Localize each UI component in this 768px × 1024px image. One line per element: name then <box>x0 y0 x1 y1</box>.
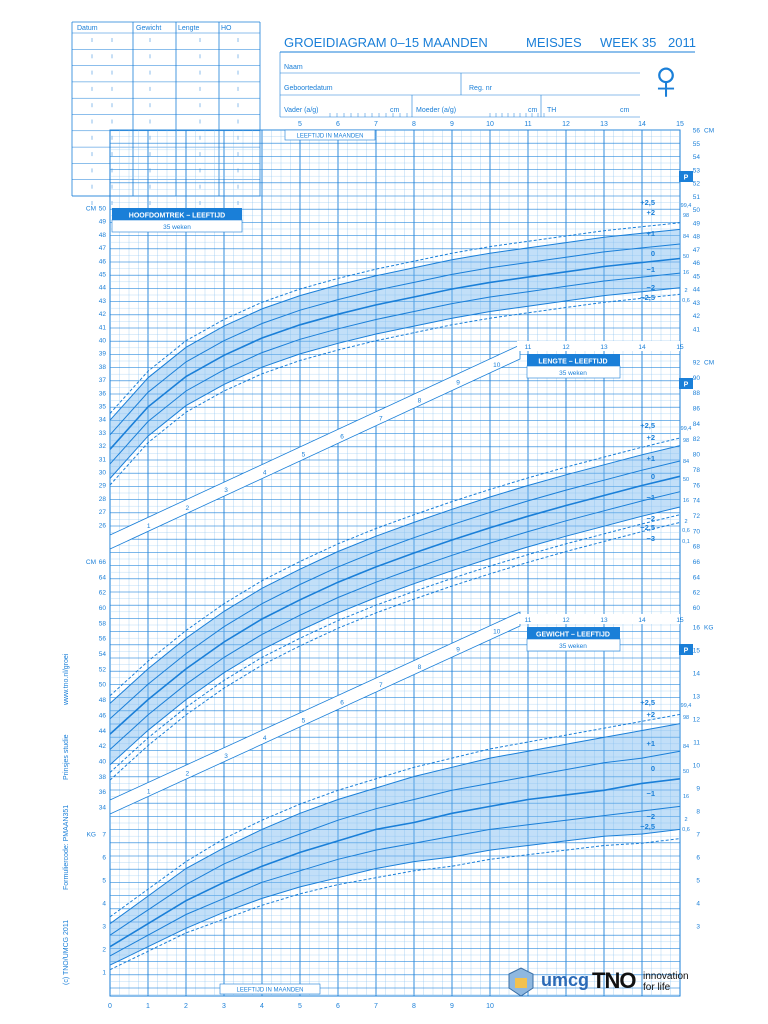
field-regnr[interactable]: Reg. nr <box>469 85 492 92</box>
hc-ytick-l-31: 31 <box>98 456 106 464</box>
x-tick-bottom-6: 6 <box>336 1003 340 1010</box>
len-ytick-l-50: 50 <box>98 681 106 689</box>
xlabel-top: LEEFTIJD IN MAANDEN <box>296 133 364 140</box>
hc-ytick-l-35: 35 <box>98 403 106 411</box>
wt-sd-1: +2 <box>646 710 655 719</box>
len-pct-4: 16 <box>682 498 690 504</box>
len-pct-0: 99,4 <box>680 426 692 432</box>
len-sd-4: −1 <box>646 493 655 502</box>
hc-ytick-r-44: 44 <box>692 286 700 294</box>
wt-ylabel-r: KG <box>704 624 714 632</box>
weight-month-header-13: 13 <box>600 617 608 624</box>
len-ytick-l-40: 40 <box>98 758 106 766</box>
side-url: www.tno.nl/groei <box>63 653 70 705</box>
length-month-strip-tick-1: 1 <box>146 523 151 531</box>
wt-ytick-l-6: 6 <box>102 854 106 862</box>
len-ytick-r-84: 84 <box>692 420 700 428</box>
hc-sd-0: +2,5 <box>640 198 655 207</box>
len-ytick-r-60: 60 <box>692 605 700 613</box>
umcg-logo-text: umcg <box>541 970 590 990</box>
len-ytick-l-58: 58 <box>98 620 106 628</box>
length-month-strip-tick-8: 8 <box>417 397 422 405</box>
hc-ytick-r-50: 50 <box>692 207 700 214</box>
x-tick-top-13: 13 <box>600 121 608 128</box>
len-ytick-l-38: 38 <box>98 773 106 781</box>
field-th[interactable]: TH <box>547 107 557 114</box>
len-ytick-l-54: 54 <box>98 651 106 659</box>
x-tick-top-11: 11 <box>524 121 532 128</box>
x-tick-bottom-4: 4 <box>260 1003 264 1010</box>
field-naam[interactable]: Naam <box>284 64 303 71</box>
field-moeder-unit: cm <box>528 107 538 114</box>
len-pct-3: 50 <box>682 477 690 483</box>
hc-sd-2: +1 <box>646 229 655 238</box>
len-ytick-r-70: 70 <box>692 528 700 536</box>
weight-month-header-14: 14 <box>638 617 646 624</box>
hc-ytick-l-44: 44 <box>98 284 106 292</box>
wt-ytick-r-16: 16 <box>692 624 700 632</box>
hc-p-label: P <box>683 174 689 182</box>
wt-pct-4: 16 <box>682 794 690 800</box>
len-ytick-l-42: 42 <box>98 743 106 751</box>
wt-sd-5: −2 <box>646 812 655 821</box>
len-sd-2: +1 <box>646 454 655 463</box>
len-sd-5: −2 <box>646 514 655 523</box>
hc-ytick-l-45: 45 <box>98 271 106 279</box>
hc-ylabel-l: CM <box>85 205 96 213</box>
x-tick-top-15: 15 <box>676 121 684 128</box>
length-month-strip-tick-3: 3 <box>224 487 228 495</box>
len-ytick-r-88: 88 <box>692 390 700 398</box>
wt-ytick-l-7: 7 <box>102 831 106 839</box>
hc-ytick-r-51: 51 <box>692 193 700 201</box>
hc-pct-6: 0,6 <box>682 298 690 304</box>
len-ytick-r-64: 64 <box>692 574 700 582</box>
len-ytick-r-82: 82 <box>692 436 700 444</box>
hc-ytick-r-52: 52 <box>692 180 700 188</box>
side-code: Formuliercode: PMAAN351 <box>63 804 70 890</box>
len-ylabel-l: CM <box>85 558 96 566</box>
len-ytick-l-52: 52 <box>98 666 106 674</box>
hc-sd-1: +2 <box>646 208 655 217</box>
x-tick-bottom-8: 8 <box>412 1003 416 1010</box>
len-ytick-l-36: 36 <box>98 789 106 797</box>
weight-month-strip-tick-8: 8 <box>417 664 422 672</box>
field-vader[interactable]: Vader (a/g) <box>284 107 319 114</box>
hc-ytick-r-41: 41 <box>692 326 700 334</box>
hc-ytick-l-42: 42 <box>98 311 106 319</box>
len-ytick-r-90: 90 <box>692 374 700 382</box>
hc-ytick-r-56: 56 <box>692 127 700 135</box>
wt-ylabel-l: KG <box>86 831 96 839</box>
wt-ytick-l-5: 5 <box>102 877 106 885</box>
len-ytick-l-44: 44 <box>98 727 106 735</box>
wt-pct-0: 99,4 <box>680 703 692 709</box>
field-vader-unit: cm <box>390 107 400 114</box>
weight-month-strip-tick-6: 6 <box>340 699 344 707</box>
wt-ytick-r-13: 13 <box>692 693 700 701</box>
x-tick-top-12: 12 <box>562 121 570 128</box>
len-p-label: P <box>683 381 689 389</box>
len-pct-1: 98 <box>682 438 690 444</box>
wt-p-label: P <box>683 647 689 655</box>
wt-ytick-l-4: 4 <box>102 900 106 908</box>
wt-sd-3: 0 <box>650 764 655 773</box>
len-pct-6: 0,6 <box>682 528 690 534</box>
length-month-header <box>517 341 680 351</box>
tno-tagline-1: innovation <box>643 971 689 982</box>
hc-ytick-r-46: 46 <box>692 260 700 267</box>
weight-month-strip-tick-3: 3 <box>224 752 228 760</box>
len-ytick-r-78: 78 <box>692 466 700 474</box>
hc-ytick-l-47: 47 <box>98 245 106 253</box>
len-ytick-l-46: 46 <box>98 712 106 720</box>
hc-ytick-l-37: 37 <box>98 377 106 385</box>
wt-pct-6: 0,6 <box>682 827 690 833</box>
length-month-strip-tick-5: 5 <box>301 451 306 459</box>
wt-ytick-r-14: 14 <box>692 670 700 678</box>
x-tick-top-7: 7 <box>374 121 378 128</box>
len-ytick-r-66: 66 <box>692 558 700 566</box>
hc-ytick-r-47: 47 <box>692 246 700 254</box>
female-symbol-icon: ♀ <box>645 48 687 111</box>
hc-pct-4: 16 <box>682 270 690 276</box>
length-month-strip-tick-10: 10 <box>493 361 501 369</box>
hc-ytick-l-43: 43 <box>98 297 106 305</box>
side-copyright: (c) TNO/UMCG 2011 <box>63 919 70 985</box>
weight-month-strip-tick-4: 4 <box>262 735 267 743</box>
len-ytick-r-92: 92 <box>692 359 700 367</box>
hc-pct-0: 99,4 <box>680 203 692 209</box>
hc-ytick-l-27: 27 <box>98 509 106 517</box>
x-tick-top-6: 6 <box>336 121 340 128</box>
xlabel-bottom: LEEFTIJD IN MAANDEN <box>236 987 304 994</box>
field-geboortedatum[interactable]: Geboortedatum <box>284 85 333 92</box>
hc-ytick-l-50: 50 <box>98 205 106 213</box>
weight-month-header-15: 15 <box>676 617 684 624</box>
weight-month-strip-tick-7: 7 <box>378 681 383 689</box>
hc-ytick-l-48: 48 <box>98 231 106 239</box>
x-tick-bottom-3: 3 <box>222 1003 226 1010</box>
hc-ytick-r-54: 54 <box>692 154 700 161</box>
wt-ytick-r-10: 10 <box>692 762 700 770</box>
len-sd-0: +2,5 <box>640 421 655 430</box>
hc-ytick-r-42: 42 <box>692 313 700 320</box>
len-sd-1: +2 <box>646 433 655 442</box>
x-tick-bottom-2: 2 <box>184 1003 188 1010</box>
wt-title: GEWICHT – LEEFTIJD <box>536 631 610 639</box>
hc-ytick-r-53: 53 <box>692 167 700 175</box>
length-month-header-14: 14 <box>638 344 646 351</box>
len-sd-3: 0 <box>650 472 655 481</box>
wt-pct-2: 84 <box>682 744 690 750</box>
len-pct-5: 2 <box>684 519 688 525</box>
len-ytick-l-34: 34 <box>98 804 106 812</box>
len-pct-7: 0,1 <box>682 539 690 545</box>
year-label: 2011 <box>668 35 696 50</box>
hc-sd-3: 0 <box>650 249 655 258</box>
hc-ytick-l-29: 29 <box>98 482 106 490</box>
len-ytick-r-86: 86 <box>692 405 700 413</box>
length-month-header-13: 13 <box>600 344 608 351</box>
hc-ytick-r-43: 43 <box>692 299 700 307</box>
len-ytick-l-64: 64 <box>98 574 106 582</box>
len-ytick-l-60: 60 <box>98 605 106 613</box>
weight-month-strip-tick-9: 9 <box>456 646 460 654</box>
wt-ytick-r-5: 5 <box>696 877 700 885</box>
len-ytick-l-66: 66 <box>98 558 106 566</box>
chart-title: GROEIDIAGRAM 0–15 MAANDEN <box>284 35 488 50</box>
length-month-header-11: 11 <box>524 344 532 351</box>
len-ytick-r-62: 62 <box>692 589 700 597</box>
len-ytick-r-74: 74 <box>692 497 700 505</box>
wt-sd-0: +2,5 <box>640 698 655 707</box>
length-month-strip-tick-2: 2 <box>185 505 190 513</box>
hc-pct-2: 84 <box>682 234 690 240</box>
hc-ytick-r-55: 55 <box>692 140 700 148</box>
hc-ytick-l-49: 49 <box>98 218 106 226</box>
wt-ytick-r-3: 3 <box>696 923 700 931</box>
len-pct-2: 84 <box>682 459 690 465</box>
length-month-strip-tick-6: 6 <box>340 433 344 441</box>
hc-ytick-l-32: 32 <box>98 443 106 451</box>
wt-ytick-r-7: 7 <box>696 831 700 839</box>
field-moeder[interactable]: Moeder (a/g) <box>416 107 457 114</box>
hc-pct-1: 98 <box>682 213 690 219</box>
x-tick-top-10: 10 <box>486 121 494 128</box>
wt-pct-5: 2 <box>684 817 688 823</box>
x-tick-bottom-1: 1 <box>146 1003 150 1010</box>
length-month-strip-tick-7: 7 <box>378 415 383 423</box>
table-header-gewicht: Gewicht <box>136 25 162 32</box>
hc-ytick-l-41: 41 <box>98 324 106 332</box>
weight-month-strip-tick-2: 2 <box>185 770 190 778</box>
wt-ytick-l-3: 3 <box>102 923 106 931</box>
tno-logo-text: TNO <box>592 968 636 993</box>
hc-ylabel-r: CM <box>704 127 715 135</box>
sex-label: MEISJES <box>526 35 582 50</box>
len-ytick-l-56: 56 <box>98 635 106 643</box>
week-label: WEEK 35 <box>600 35 657 50</box>
wt-pct-1: 98 <box>682 715 690 721</box>
wt-ytick-l-2: 2 <box>102 946 106 954</box>
table-header-datum: Datum <box>77 25 98 32</box>
wt-sd-4: −1 <box>646 789 655 798</box>
hc-ytick-l-46: 46 <box>98 258 106 266</box>
side-study: Prinsjes studie <box>63 734 70 780</box>
hc-ytick-l-28: 28 <box>98 495 106 503</box>
hc-ytick-r-45: 45 <box>692 273 700 281</box>
wt-subtitle: 35 weken <box>559 643 587 650</box>
x-tick-bottom-5: 5 <box>298 1003 302 1010</box>
hc-sd-6: −2,5 <box>640 293 655 302</box>
x-tick-bottom-9: 9 <box>450 1003 454 1010</box>
len-ylabel-r: CM <box>704 359 715 367</box>
hc-subtitle: 35 weken <box>163 224 191 231</box>
weight-month-header-11: 11 <box>524 617 532 624</box>
x-tick-bottom-7: 7 <box>374 1003 378 1010</box>
hc-ytick-l-26: 26 <box>98 522 106 530</box>
table-header-lengte: Lengte <box>178 25 200 32</box>
wt-ytick-r-9: 9 <box>696 785 700 793</box>
umcg-logo-icon <box>506 966 536 1000</box>
wt-sd-6: −2,5 <box>640 822 655 831</box>
hc-ytick-l-38: 38 <box>98 363 106 371</box>
x-tick-top-5: 5 <box>298 121 302 128</box>
length-month-strip-tick-4: 4 <box>262 469 267 477</box>
wt-ytick-r-12: 12 <box>692 716 700 724</box>
wt-ytick-r-11: 11 <box>693 739 700 747</box>
hc-ytick-l-34: 34 <box>98 416 106 424</box>
len-ytick-r-80: 80 <box>692 451 700 459</box>
hc-ytick-l-30: 30 <box>98 469 106 477</box>
hc-ytick-r-48: 48 <box>692 233 700 241</box>
weight-month-header-12: 12 <box>562 617 570 624</box>
table-header-ho: HO <box>221 25 232 32</box>
wt-ytick-r-15: 15 <box>692 647 700 655</box>
hc-ytick-l-39: 39 <box>98 350 106 358</box>
x-tick-bottom-10: 10 <box>486 1003 494 1010</box>
field-th-unit: cm <box>620 107 630 114</box>
len-subtitle: 35 weken <box>559 370 587 377</box>
x-tick-top-8: 8 <box>412 121 416 128</box>
len-sd-6: −2,5 <box>640 523 655 532</box>
len-sd-7: −3 <box>646 534 655 543</box>
wt-ytick-r-4: 4 <box>696 900 700 908</box>
wt-ytick-l-1: 1 <box>102 969 106 977</box>
hc-pct-5: 2 <box>684 288 688 294</box>
len-ytick-r-72: 72 <box>692 512 700 520</box>
length-month-header-15: 15 <box>676 344 684 351</box>
wt-pct-3: 50 <box>682 769 690 775</box>
x-tick-top-9: 9 <box>450 121 454 128</box>
len-title: LENGTE – LEEFTIJD <box>538 358 608 366</box>
hc-sd-5: −2 <box>646 283 655 292</box>
length-month-strip-tick-9: 9 <box>456 379 460 387</box>
wt-ytick-r-6: 6 <box>696 854 700 862</box>
x-tick-bottom-0: 0 <box>108 1003 112 1010</box>
len-ytick-l-62: 62 <box>98 589 106 597</box>
len-ytick-r-76: 76 <box>692 482 700 490</box>
x-tick-top-14: 14 <box>638 121 646 128</box>
wt-ytick-r-8: 8 <box>696 808 700 816</box>
weight-month-header <box>517 614 680 624</box>
hc-title: HOOFDOMTREK – LEEFTIJD <box>128 212 226 220</box>
weight-month-strip-tick-1: 1 <box>146 788 151 796</box>
weight-month-strip-tick-10: 10 <box>493 628 501 636</box>
length-month-header-12: 12 <box>562 344 570 351</box>
hc-ytick-l-36: 36 <box>98 390 106 398</box>
hc-ytick-r-49: 49 <box>692 220 700 228</box>
weight-month-strip-tick-5: 5 <box>301 717 306 725</box>
len-ytick-l-48: 48 <box>98 697 106 705</box>
hc-sd-4: −1 <box>646 265 655 274</box>
hc-ytick-l-40: 40 <box>98 337 106 345</box>
tno-tagline-2: for life <box>643 982 671 993</box>
hc-pct-3: 50 <box>682 254 690 260</box>
len-ytick-r-68: 68 <box>692 543 700 551</box>
wt-sd-2: +1 <box>646 739 655 748</box>
hc-ytick-l-33: 33 <box>98 429 106 437</box>
